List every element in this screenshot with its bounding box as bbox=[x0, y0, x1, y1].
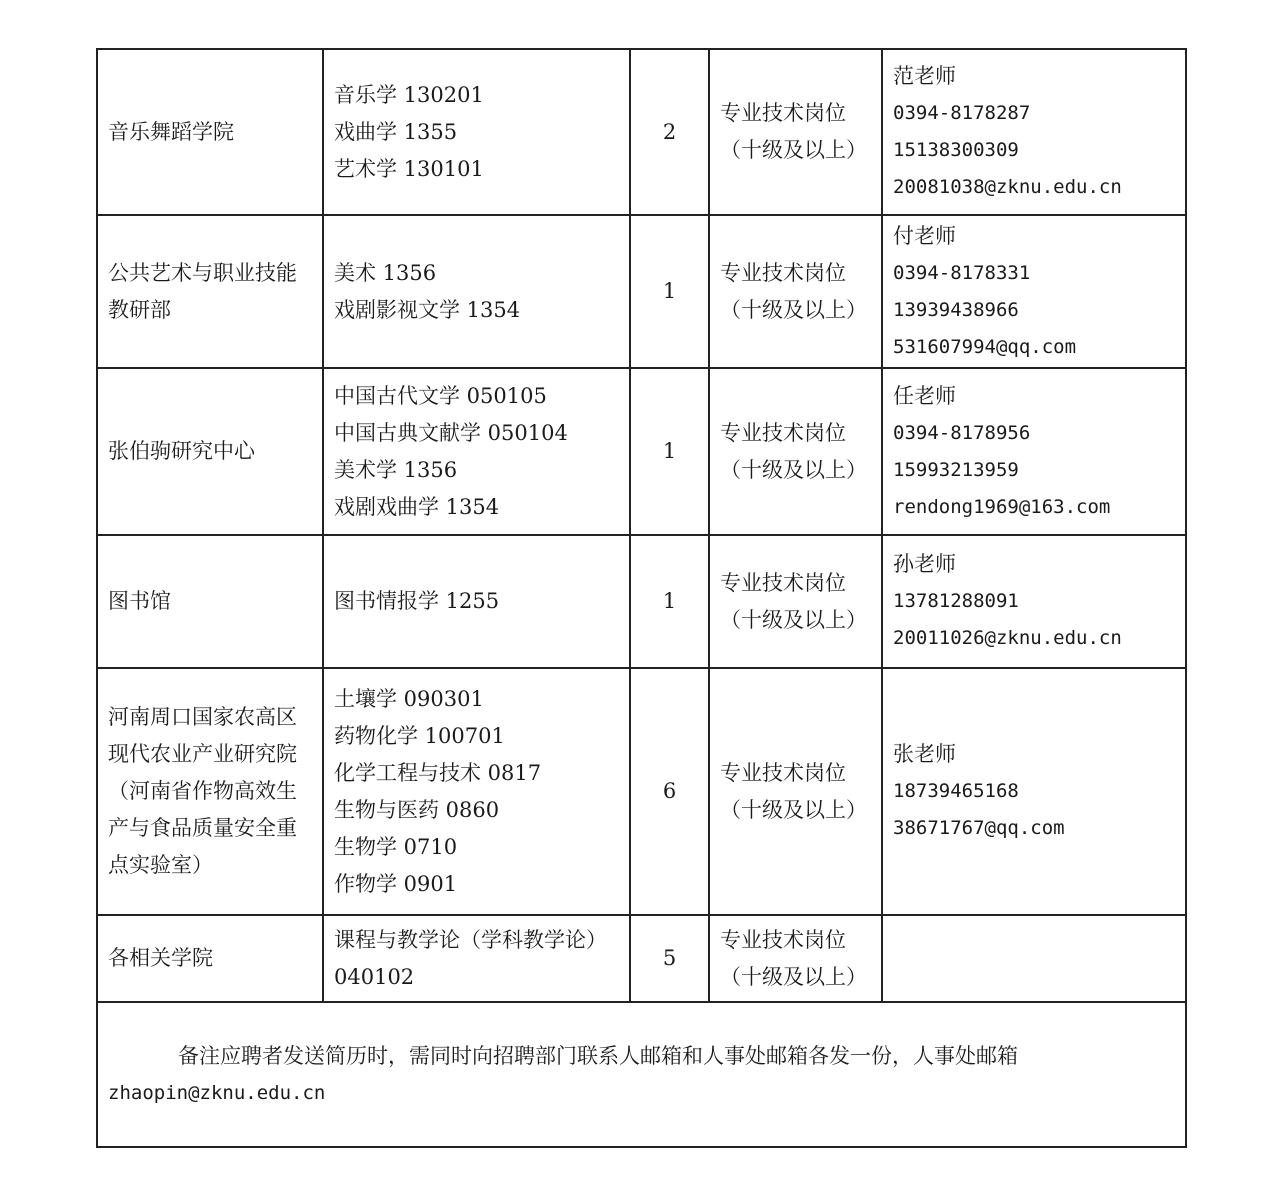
department-cell bbox=[97, 215, 323, 368]
post-type-line: 专业技术岗位 bbox=[720, 760, 846, 785]
contact-cell bbox=[882, 668, 1186, 915]
department-line: 张伯驹研究中心 bbox=[108, 439, 255, 463]
department-line: 图书馆 bbox=[108, 589, 171, 613]
major-line: 中国古代文学 050105 bbox=[334, 383, 547, 408]
table-row bbox=[97, 668, 1186, 915]
contact-name: 范老师 bbox=[893, 64, 956, 88]
contact-cell-empty bbox=[882, 915, 1186, 1002]
post-type-cell bbox=[709, 535, 882, 668]
contact-cell bbox=[882, 49, 1186, 215]
department-cell bbox=[97, 915, 323, 1002]
department-line: 音乐舞蹈学院 bbox=[108, 119, 234, 144]
majors-cell bbox=[323, 668, 630, 915]
major-line: 药物化学 100701 bbox=[334, 723, 505, 748]
contact-name: 任老师 bbox=[893, 383, 956, 408]
post-type-cell bbox=[709, 915, 882, 1002]
major-line: 图书情报学 1255 bbox=[334, 589, 500, 613]
contact-cell bbox=[882, 535, 1186, 668]
contact-phone: 18739465168 bbox=[893, 780, 1019, 802]
headcount-cell: 1 bbox=[630, 535, 709, 668]
headcount-cell: 2 bbox=[630, 49, 709, 215]
table-row bbox=[97, 49, 1186, 215]
major-line: 040102 bbox=[334, 964, 415, 989]
contact-email: 38671767@qq.com bbox=[893, 817, 1065, 839]
post-type-line: 专业技术岗位 bbox=[720, 927, 846, 952]
note-cell bbox=[97, 1002, 1186, 1147]
post-type-cell bbox=[709, 215, 882, 368]
headcount-cell: 1 bbox=[630, 215, 709, 368]
contact-email: 20081038@zknu.edu.cn bbox=[893, 176, 1122, 198]
table-row bbox=[97, 915, 1186, 1002]
contact-phone: 15993213959 bbox=[893, 458, 1019, 481]
contact-phone: 0394-8178956 bbox=[893, 421, 1031, 444]
post-type-line: （十级及以上） bbox=[720, 964, 867, 989]
department-line: 产与食品质量安全重 bbox=[108, 816, 297, 840]
major-line: 美术学 1356 bbox=[334, 457, 458, 482]
contact-phone: 0394-8178287 bbox=[893, 102, 1031, 124]
major-line: 化学工程与技术 0817 bbox=[334, 760, 542, 785]
major-line: 戏剧戏曲学 1354 bbox=[334, 494, 500, 519]
majors-cell bbox=[323, 49, 630, 215]
table-row bbox=[97, 368, 1186, 535]
contact-email: rendong1969@163.com bbox=[893, 495, 1111, 518]
department-line: 各相关学院 bbox=[108, 946, 213, 970]
hr-email: zhaopin@zknu.edu.cn bbox=[108, 1081, 326, 1104]
note-text: 备注应聘者发送简历时，需同时向招聘部门联系人邮箱和人事处邮箱各发一份，人事处邮箱 bbox=[178, 1043, 1018, 1068]
department-cell bbox=[97, 368, 323, 535]
department-line: 公共艺术与职业技能 bbox=[108, 260, 297, 285]
major-line: 艺术学 130101 bbox=[334, 156, 484, 181]
majors-cell bbox=[323, 368, 630, 535]
majors-cell bbox=[323, 215, 630, 368]
note-row bbox=[97, 1002, 1186, 1147]
headcount-cell: 1 bbox=[630, 368, 709, 535]
major-line: 土壤学 090301 bbox=[334, 686, 484, 711]
department-cell bbox=[97, 668, 323, 915]
contact-cell bbox=[882, 215, 1186, 368]
contact-phone: 13939438966 bbox=[893, 298, 1019, 321]
post-type-cell bbox=[709, 49, 882, 215]
headcount-cell: 6 bbox=[630, 668, 709, 915]
department-cell bbox=[97, 535, 323, 668]
major-line: 美术 1356 bbox=[334, 260, 437, 285]
contact-phone: 15138300309 bbox=[893, 139, 1019, 161]
major-line: 戏曲学 1355 bbox=[334, 119, 458, 144]
major-line: 作物学 0901 bbox=[334, 871, 458, 896]
major-line: 戏剧影视文学 1354 bbox=[334, 297, 521, 322]
post-type-line: 专业技术岗位 bbox=[720, 101, 846, 125]
contact-phone: 0394-8178331 bbox=[893, 261, 1031, 284]
contact-cell bbox=[882, 368, 1186, 535]
table-row bbox=[97, 535, 1186, 668]
major-line: 中国古典文献学 050104 bbox=[334, 420, 568, 445]
headcount-cell: 5 bbox=[630, 915, 709, 1002]
department-line: （河南省作物高效生 bbox=[108, 779, 297, 803]
department-line: 现代农业产业研究院 bbox=[108, 742, 297, 766]
table-row bbox=[97, 215, 1186, 368]
major-line: 生物学 0710 bbox=[334, 834, 458, 859]
major-line: 生物与医药 0860 bbox=[334, 797, 500, 822]
department-line: 教研部 bbox=[108, 297, 171, 322]
contact-name: 付老师 bbox=[893, 223, 956, 248]
majors-cell bbox=[323, 535, 630, 668]
majors-cell bbox=[323, 915, 630, 1002]
major-line: 课程与教学论（学科教学论） bbox=[334, 927, 607, 952]
post-type-line: （十级及以上） bbox=[720, 797, 867, 822]
major-line: 音乐学 130201 bbox=[334, 82, 484, 107]
department-line: 点实验室） bbox=[108, 853, 213, 877]
post-type-line: （十级及以上） bbox=[720, 457, 867, 482]
contact-name: 张老师 bbox=[893, 742, 956, 766]
department-line: 河南周口国家农高区 bbox=[108, 705, 297, 729]
post-type-line: （十级及以上） bbox=[720, 297, 867, 322]
recruitment-table bbox=[96, 48, 1187, 1148]
department-cell bbox=[97, 49, 323, 215]
contact-email: 20011026@zknu.edu.cn bbox=[893, 627, 1122, 649]
post-type-line: 专业技术岗位 bbox=[720, 260, 846, 285]
post-type-cell bbox=[709, 668, 882, 915]
contact-phone: 13781288091 bbox=[893, 590, 1019, 612]
post-type-line: 专业技术岗位 bbox=[720, 420, 846, 445]
contact-email: 531607994@qq.com bbox=[893, 335, 1077, 358]
post-type-line: 专业技术岗位 bbox=[720, 570, 846, 595]
post-type-cell bbox=[709, 368, 882, 535]
contact-name: 孙老师 bbox=[893, 552, 956, 576]
post-type-line: （十级及以上） bbox=[720, 138, 867, 162]
post-type-line: （十级及以上） bbox=[720, 607, 867, 632]
